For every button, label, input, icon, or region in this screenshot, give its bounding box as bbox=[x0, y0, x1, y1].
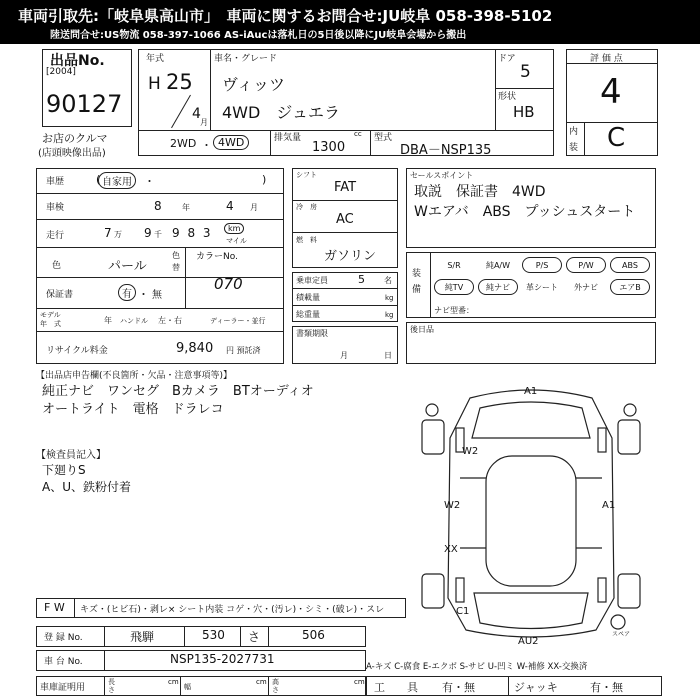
shift-value: FAT bbox=[334, 180, 357, 195]
color-repaint-2: 替 bbox=[172, 263, 180, 272]
gross-unit: kg bbox=[385, 311, 394, 319]
dims-width: 幅 bbox=[184, 683, 191, 691]
wheel-rl bbox=[422, 574, 444, 608]
doc-deadline-month: 月 bbox=[340, 351, 348, 360]
grade-label: 評 価 点 bbox=[590, 54, 623, 64]
damage-label: AU2 bbox=[518, 636, 539, 647]
damage-label: W2 bbox=[444, 500, 461, 511]
mirror-right bbox=[624, 404, 636, 416]
dims-cm-3: cm bbox=[354, 678, 365, 686]
drive-sep: ・ bbox=[201, 139, 212, 152]
selling-points-label: セールスポイント bbox=[410, 171, 474, 180]
notes-header: 【出品店申告欄(不良箇所・欠品・注意事項等)】 bbox=[36, 371, 233, 381]
mileage-sen-unit: 千 bbox=[154, 230, 162, 239]
inspector-header: 【検査員記入】 bbox=[36, 450, 106, 461]
year-month-unit: 月 bbox=[200, 118, 208, 127]
wheel-rr bbox=[618, 574, 640, 608]
history-value: 自家用 bbox=[98, 172, 136, 189]
floor-items: キズ・(ヒビ石)・剥レ× シート内装 コゲ・穴・(汚レ)・シミ・(破レ)・スレ bbox=[80, 605, 385, 615]
dims-length: 長さ bbox=[108, 678, 115, 694]
detail-table bbox=[36, 168, 284, 364]
registration-number: 506 bbox=[302, 628, 325, 642]
model-year-year: 年 bbox=[104, 316, 112, 325]
inspector-line-2: A、U、鉄粉付着 bbox=[42, 480, 131, 494]
spare-label: スペア bbox=[612, 631, 631, 638]
year-era: H bbox=[148, 74, 161, 94]
mirror-left bbox=[426, 404, 438, 416]
wheel-fl bbox=[422, 420, 444, 454]
equipment-item: エアB bbox=[610, 279, 650, 295]
tools-label: 工 具 bbox=[374, 681, 418, 694]
model-name: ヴィッツ bbox=[222, 75, 286, 94]
year-value: 25 bbox=[166, 70, 193, 94]
spare-tire bbox=[611, 615, 625, 629]
listing-label: 出品No. bbox=[50, 53, 105, 69]
fuel-value: ガソリン bbox=[324, 249, 377, 264]
listing-sub: [2004] bbox=[46, 67, 76, 77]
mileage-sen: 9 bbox=[144, 226, 152, 240]
chassis-label: 車 台 No. bbox=[44, 657, 83, 667]
registration-kana: さ bbox=[248, 630, 261, 644]
inspector-line-1: 下廻りS bbox=[42, 463, 86, 477]
hood-outline bbox=[472, 402, 590, 438]
equipment-item: ABS bbox=[610, 257, 650, 273]
body-type-value: HB bbox=[513, 103, 535, 121]
notes-line-1: 純正ナビ ワンセグ Bカメラ BTオーディオ bbox=[42, 384, 314, 399]
body-type-label: 形状 bbox=[498, 92, 517, 102]
load-unit: kg bbox=[385, 294, 394, 302]
equipment-label-2: 備 bbox=[412, 285, 422, 295]
capacity-unit: 名 bbox=[384, 276, 392, 285]
registration-class: 530 bbox=[202, 628, 225, 642]
model-year-label-1: モデル bbox=[40, 311, 61, 319]
equipment-item: 純ナビ bbox=[478, 279, 518, 295]
capacity-label: 乗車定員 bbox=[296, 276, 328, 285]
gross-label: 総重量 bbox=[296, 310, 320, 319]
damage-label: A1 bbox=[602, 500, 616, 511]
model-code-label: 型式 bbox=[374, 133, 393, 143]
mileage-man-unit: 万 bbox=[114, 230, 122, 239]
mileage-unit-2: マイル bbox=[226, 237, 247, 245]
warranty-no: 無 bbox=[152, 290, 162, 301]
inspection-label: 車検 bbox=[46, 203, 65, 213]
tools-value: 有・無 bbox=[442, 681, 475, 694]
doors-label: ドア bbox=[498, 54, 516, 64]
navi-label: ナビ型番： bbox=[434, 306, 474, 315]
dims-cm-1: cm bbox=[168, 678, 179, 686]
interior-label-1: 内 bbox=[569, 127, 579, 137]
equipment-item: P/W bbox=[566, 257, 606, 273]
car-damage-diagram bbox=[400, 378, 662, 650]
color-label: 色 bbox=[52, 261, 62, 271]
name-label: 車名・グレード bbox=[214, 54, 278, 64]
warranty-yes: 有 bbox=[118, 284, 136, 301]
model-code-value: DBA－NSP135 bbox=[400, 143, 492, 158]
equipment-item: S/R bbox=[447, 260, 461, 270]
equipment-item: P/S bbox=[522, 257, 562, 273]
doc-deadline-label: 書類期限 bbox=[296, 329, 328, 338]
header-line-2: 陸送問合せ:US物流 058-397-1066 AS-iAucは落札日の5日後以降にJU岐阜会場から搬出 bbox=[50, 30, 467, 41]
listing-number: 90127 bbox=[46, 90, 123, 118]
shop-note-1: お店のクルマ bbox=[42, 132, 108, 145]
shift-label: シフト bbox=[296, 171, 317, 179]
ac-value: AC bbox=[336, 212, 354, 227]
selling-points-line-2: Wエアバ ABS プッシュスタート bbox=[414, 204, 636, 220]
dims-label: 車庫証明用 bbox=[40, 683, 86, 693]
recycle-unit: 円 預託済 bbox=[226, 346, 261, 355]
jack-value: 有・無 bbox=[590, 681, 623, 694]
color-code-label: カラーNo. bbox=[196, 252, 238, 262]
history-rest: ・ bbox=[144, 175, 155, 188]
model-year-handle: ハンドル bbox=[120, 317, 148, 325]
inspection-year: 8 bbox=[154, 199, 162, 213]
equipment-item: 純TV bbox=[434, 279, 474, 295]
damage-legend: A-キズ C-腐食 E-エクボ S-サビ U-凹ミ W-補修 XX-交換済 bbox=[366, 662, 588, 672]
ac-label: 冷 房 bbox=[296, 203, 317, 211]
registration-region: 飛騨 bbox=[130, 630, 155, 644]
history-paren-open: ( bbox=[96, 173, 101, 186]
color-value: パール bbox=[108, 259, 147, 274]
rear-outline bbox=[474, 593, 588, 629]
selling-points-line-1: 取説 保証書 4WD bbox=[414, 184, 546, 200]
inspection-month-unit: 月 bbox=[250, 203, 258, 212]
doc-deadline-day: 日 bbox=[384, 351, 392, 360]
inspection-year-unit: 年 bbox=[182, 203, 190, 212]
history-paren-close: ) bbox=[262, 173, 267, 186]
floor-label: F W bbox=[44, 601, 65, 614]
displacement-value: 1300 bbox=[312, 140, 346, 155]
dims-height: 高さ bbox=[272, 678, 279, 694]
drive-2wd: 2WD bbox=[170, 137, 197, 150]
damage-label: W2 bbox=[462, 446, 479, 457]
equipment-item: 外ナビ bbox=[574, 282, 598, 292]
equipment-item: 純A/W bbox=[485, 260, 511, 270]
fuel-label: 燃 料 bbox=[296, 236, 317, 244]
notes-line-2: オートライト 電格 ドラレコ bbox=[42, 402, 224, 417]
mileage-man: 7 bbox=[104, 226, 112, 240]
interior-label-2: 装 bbox=[569, 143, 579, 153]
year-month: 4 bbox=[192, 106, 201, 122]
year-label: 年式 bbox=[146, 54, 165, 64]
damage-label: XX bbox=[444, 544, 458, 555]
color-code: 070 bbox=[214, 275, 243, 293]
recycle-label: リサイクル料金 bbox=[46, 346, 108, 356]
damage-label: C1 bbox=[456, 606, 470, 617]
dims-cm-2: cm bbox=[256, 678, 267, 686]
postscript-label: 後日品 bbox=[410, 325, 434, 334]
shop-note-2: (店頭映像出品) bbox=[38, 148, 106, 159]
displacement-unit: cc bbox=[354, 130, 362, 138]
inspection-month: 4 bbox=[226, 199, 234, 213]
model-year-label-2: 年 式 bbox=[40, 320, 61, 328]
load-label: 積載量 bbox=[296, 293, 320, 302]
registration-label: 登 録 No. bbox=[44, 633, 83, 643]
header-line-1: 車両引取先:「岐阜県高山市」 車両に関するお問合せ:JU岐阜 058-398-5102 bbox=[18, 7, 553, 25]
car-outline bbox=[448, 390, 614, 637]
capacity-value: 5 bbox=[358, 273, 365, 286]
model-year-dealer: ディーラー・並行 bbox=[210, 317, 266, 325]
doors-value: 5 bbox=[520, 62, 531, 82]
mileage-unit: km bbox=[224, 223, 244, 234]
history-label: 車歴 bbox=[46, 177, 65, 187]
jack-label: ジャッキ bbox=[514, 681, 558, 694]
postscript-box bbox=[406, 322, 656, 364]
mileage-label: 走行 bbox=[46, 231, 65, 241]
displacement-label: 排気量 bbox=[274, 133, 302, 143]
mileage-digits: 9 8 3 bbox=[172, 226, 213, 240]
color-repaint-1: 色 bbox=[172, 251, 180, 260]
cabin-outline bbox=[486, 456, 576, 586]
drive-4wd: 4WD bbox=[213, 135, 249, 150]
model-year-lr: 左・右 bbox=[158, 316, 182, 325]
equipment-item: 革シート bbox=[526, 282, 558, 292]
interior-value: C bbox=[607, 123, 626, 153]
grade-score: 4 bbox=[600, 72, 622, 112]
recycle-value: 9,840 bbox=[176, 341, 214, 356]
grade-name: 4WD ジュエラ bbox=[222, 103, 341, 122]
wheel-fr bbox=[618, 420, 640, 454]
chassis-value: NSP135-2027731 bbox=[170, 652, 275, 666]
equipment-label-1: 装 bbox=[412, 269, 422, 279]
damage-label: A1 bbox=[524, 386, 538, 397]
warranty-dot: ・ bbox=[138, 288, 149, 301]
dims-row bbox=[36, 676, 366, 696]
warranty-label: 保証書 bbox=[46, 290, 74, 300]
